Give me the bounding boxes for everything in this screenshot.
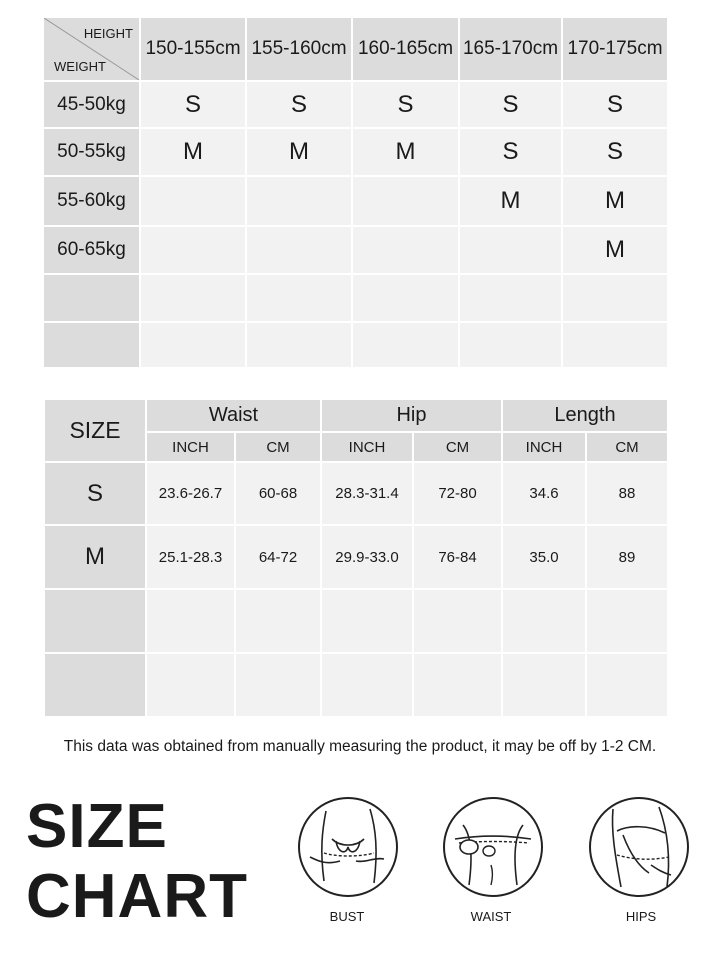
size-row-header: M <box>45 526 145 588</box>
measure-cell: 64-72 <box>236 526 320 588</box>
weight-corner-label: WEIGHT <box>54 59 106 74</box>
unit-subheader: INCH <box>322 433 412 461</box>
measure-cell <box>236 654 320 716</box>
height-column-header: 155-160cm <box>247 18 351 80</box>
size-cell: S <box>247 82 351 127</box>
unit-subheader: CM <box>587 433 667 461</box>
size-cell <box>563 323 667 367</box>
measure-cell <box>322 590 412 652</box>
measure-cell <box>236 590 320 652</box>
size-cell: M <box>563 177 667 225</box>
measure-cell <box>147 590 234 652</box>
size-cell <box>141 275 245 321</box>
measurement-disclaimer: This data was obtained from manually measuring the product, it may be off by 1-2 CM. <box>63 738 657 755</box>
height-column-header: 160-165cm <box>353 18 458 80</box>
size-cell <box>247 227 351 273</box>
size-cell: S <box>563 129 667 175</box>
size-row-header <box>45 654 145 716</box>
size-cell <box>353 323 458 367</box>
weight-row-header: 45-50kg <box>44 82 139 127</box>
size-cell: S <box>460 82 561 127</box>
size-cell: M <box>460 177 561 225</box>
height-corner-label: HEIGHT <box>83 26 133 41</box>
size-cell <box>353 275 458 321</box>
size-cell: M <box>141 129 245 175</box>
hips-label: HIPS <box>625 909 657 924</box>
size-cell <box>563 275 667 321</box>
waist-label: WAIST <box>470 909 512 924</box>
size-title-line2: CHART <box>26 862 248 931</box>
size-corner-header: SIZE <box>45 400 145 461</box>
waist-group-header: Waist <box>147 400 320 431</box>
measure-cell <box>587 590 667 652</box>
measure-cell: 88 <box>587 463 667 524</box>
size-cell <box>460 275 561 321</box>
measure-cell: 72-80 <box>414 463 501 524</box>
bust-label: BUST <box>329 909 365 924</box>
size-cell <box>460 323 561 367</box>
measure-cell: 28.3-31.4 <box>322 463 412 524</box>
size-cell <box>247 177 351 225</box>
measure-cell <box>147 654 234 716</box>
size-cell <box>141 177 245 225</box>
weight-row-header <box>44 323 139 367</box>
size-cell <box>141 227 245 273</box>
measure-cell: 76-84 <box>414 526 501 588</box>
measure-cell: 34.6 <box>503 463 585 524</box>
size-row-header: S <box>45 463 145 524</box>
size-cell: M <box>563 227 667 273</box>
waist-icon <box>441 795 545 904</box>
size-cell: S <box>460 129 561 175</box>
height-column-header: 165-170cm <box>460 18 561 80</box>
measure-cell: 89 <box>587 526 667 588</box>
size-cell <box>141 323 245 367</box>
measure-cell: 25.1-28.3 <box>147 526 234 588</box>
size-cell <box>353 177 458 225</box>
measure-cell <box>587 654 667 716</box>
bust-icon <box>296 795 400 904</box>
measure-cell: 35.0 <box>503 526 585 588</box>
weight-row-header <box>44 275 139 321</box>
measure-cell: 60-68 <box>236 463 320 524</box>
weight-row-header: 50-55kg <box>44 129 139 175</box>
measure-cell <box>414 654 501 716</box>
height-column-header: 150-155cm <box>141 18 245 80</box>
hips-icon <box>587 795 691 904</box>
hip-group-header: Hip <box>322 400 501 431</box>
size-cell: M <box>247 129 351 175</box>
size-cell <box>353 227 458 273</box>
unit-subheader: INCH <box>147 433 234 461</box>
measure-cell <box>322 654 412 716</box>
length-group-header: Length <box>503 400 667 431</box>
unit-subheader: CM <box>414 433 501 461</box>
measure-cell <box>503 590 585 652</box>
weight-row-header: 55-60kg <box>44 177 139 225</box>
size-cell: S <box>141 82 245 127</box>
measure-cell <box>414 590 501 652</box>
corner-cell <box>44 18 139 80</box>
unit-subheader: INCH <box>503 433 585 461</box>
size-title-line1: SIZE <box>26 792 168 861</box>
measure-cell: 23.6-26.7 <box>147 463 234 524</box>
size-cell: S <box>563 82 667 127</box>
measure-cell <box>503 654 585 716</box>
size-cell <box>247 323 351 367</box>
height-column-header: 170-175cm <box>563 18 667 80</box>
size-row-header <box>45 590 145 652</box>
unit-subheader: CM <box>236 433 320 461</box>
size-cell <box>247 275 351 321</box>
weight-row-header: 60-65kg <box>44 227 139 273</box>
size-cell: S <box>353 82 458 127</box>
measure-cell: 29.9-33.0 <box>322 526 412 588</box>
size-cell: M <box>353 129 458 175</box>
size-cell <box>460 227 561 273</box>
